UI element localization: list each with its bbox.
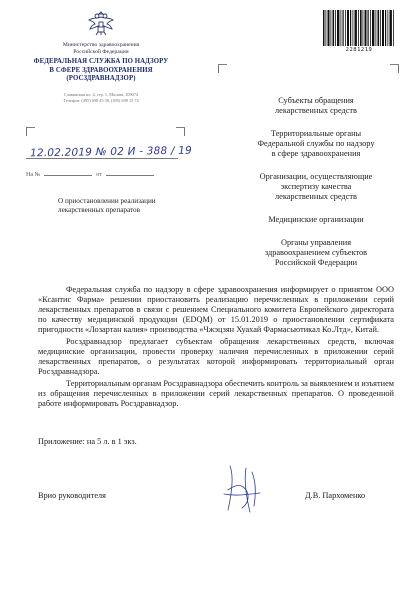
recipient-line: в сфере здравоохранения — [271, 149, 361, 158]
reference-number-label: На № — [26, 172, 41, 178]
recipients-block — [232, 96, 400, 281]
subject-line: О приостановлении реализации — [58, 197, 156, 205]
recipient-line: лекарственных средств — [275, 106, 357, 115]
body-paragraph: Федеральная служба по надзору в сфере здравоохранения информирует о принятом ООО «Ксантис Фарма» решении приостановить реализацию перечисленных в приложении серий лекарственных препаратов в связи с решением Специального комитета Европейского директората по качеству медицинской продукции (EDQM) от 15.01.2019 о приостановлении сертификата пригодности «Лозартан калия» производства «Чжэцзян Хуахай Фармасьютикал Ко.Лтд», Китай. — [38, 285, 394, 334]
recipient-line: здравоохранением субъектов — [264, 248, 368, 257]
reference-number-blank — [44, 170, 92, 176]
letter-body — [38, 285, 394, 411]
agency-address — [20, 92, 182, 104]
ministry-line-1: Министерство здравоохранения — [62, 42, 140, 48]
barcode-icon — [322, 10, 396, 46]
body-paragraph: Территориальным органам Росздравнадзора обеспечить контроль за выявлением и изъятием из обращения перечисленных в приложении серий лекарственных препаратов. О проведенной работе информировать Росздравнадзор. — [38, 379, 394, 408]
reference-from-label: от — [96, 172, 102, 178]
recipient-line: Территориальные органы — [270, 129, 362, 138]
letter-subject — [58, 197, 206, 215]
recipient-line: лекарственных средств — [275, 192, 357, 201]
date-underline — [26, 158, 178, 159]
attachment-note: Приложение: на 5 л. в 1 экз. — [38, 437, 137, 446]
recipient-group — [232, 238, 400, 268]
agency-line-1: ФЕДЕРАЛЬНАЯ СЛУЖБА ПО НАДЗОРУ — [33, 58, 169, 65]
recipient-line: Субъекты обращения — [278, 96, 354, 105]
double-headed-eagle-emblem-icon — [86, 8, 116, 38]
recipient-group — [232, 172, 400, 202]
address-line: Славянская пл. 4, стр. 1, Москва, 109074 — [63, 92, 139, 97]
signer-position: Врио руководителя — [38, 491, 106, 500]
reference-line — [26, 170, 158, 178]
agency-line-3: (РОСЗДРАВНАДЗОР) — [66, 75, 136, 83]
recipient-line: Медицинские организации — [268, 215, 364, 224]
corner-bracket-top-right — [176, 127, 185, 136]
recipient-line: Российской Федерации — [274, 258, 358, 267]
recipient-line: Органы управления — [280, 238, 352, 247]
recipient-group — [232, 96, 400, 116]
handwritten-registration: 12.02.2019 № 02 И - 388 / 19 — [29, 144, 193, 160]
corner-bracket-recipients-right — [390, 64, 399, 73]
subject-line: лекарственных препаратов — [58, 206, 141, 214]
recipient-line: Федеральной службы по надзору — [257, 139, 375, 148]
agency-name — [20, 58, 182, 84]
ministry-line-2: Российской Федерации — [73, 49, 129, 55]
corner-bracket-recipients-left — [218, 64, 227, 73]
barcode-number: 2281219 — [345, 47, 373, 53]
reference-date-blank — [106, 170, 154, 176]
ministry-name — [20, 42, 182, 56]
recipient-group — [232, 215, 400, 225]
signer-name: Д.В. Пархоменко — [305, 491, 366, 500]
handwritten-signature-icon — [216, 460, 268, 516]
body-paragraph: Росздравнадзор предлагает субъектам обращения лекарственных средств, включая медицинские организации, провести проверку наличия перечисленных в приложении серий лекарственных препаратов, о результатах которой информировать территориальный орган Росздравнадзора. — [38, 337, 394, 376]
agency-line-2: В СФЕРЕ ЗДРАВООХРАНЕНИЯ — [49, 66, 153, 74]
recipient-line: Организации, осуществляющие — [259, 172, 373, 181]
recipient-group — [232, 129, 400, 159]
recipient-line: экспертизу качества — [280, 182, 352, 191]
phone-line: Телефон: (495) 698 45 38, (495) 698 15 74 — [63, 98, 139, 103]
corner-bracket-top-left — [26, 127, 35, 136]
